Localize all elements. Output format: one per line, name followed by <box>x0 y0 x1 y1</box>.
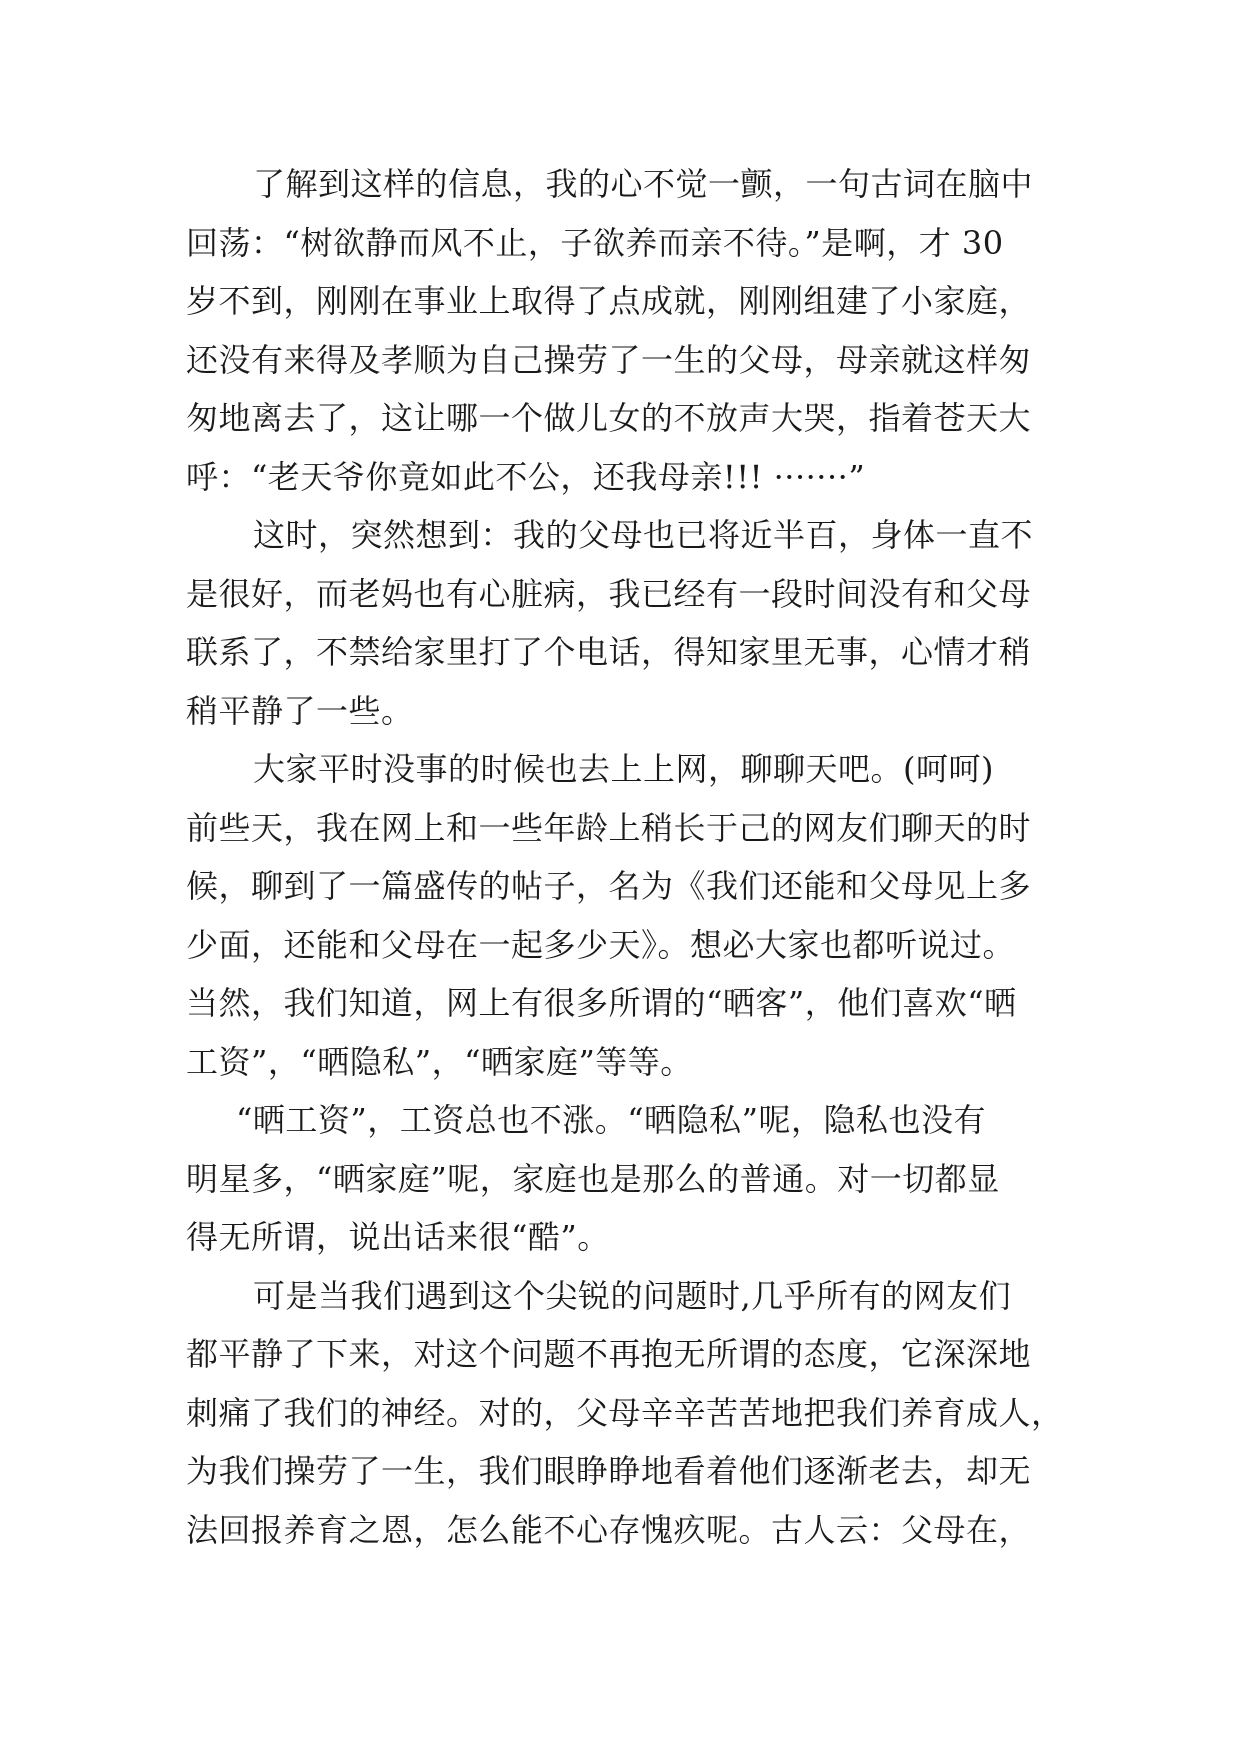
text-line: 工资”，“晒隐私”，“晒家庭”等等。 <box>186 1042 693 1081</box>
text-line: “晒工资”，工资总也不涨。“晒隐私”呢，隐私也没有 <box>236 1101 986 1139</box>
text-line: 稍平静了一些。 <box>186 691 414 730</box>
text-line: 匆地离去了，这让哪一个做儿女的不放声大哭，指着苍天大 <box>186 399 1032 437</box>
text-line: 前些天，我在网上和一些年龄上稍长于己的网友们聊天的时 <box>186 808 1032 847</box>
text-line: 可是当我们遇到这个尖锐的问题时,几乎所有的网友们 <box>253 1276 1012 1315</box>
text-line: 明星多，“晒家庭”呢，家庭也是那么的普通。对一切都显 <box>186 1159 1000 1198</box>
text-line: 了解到这样的信息，我的心不觉一颤，一句古词在脑中 <box>253 165 1034 203</box>
text-line: 还没有来得及孝顺为自己操劳了一生的父母，母亲就这样匆 <box>186 340 1032 379</box>
text-line: 刺痛了我们的神经。对的，父母辛辛苦苦地把我们养育成人， <box>186 1393 1064 1432</box>
text-line: 为我们操劳了一生，我们眼睁睁地看着他们逐渐老去，却无 <box>186 1452 1032 1490</box>
text-line: 呼：“老天爷你竟如此不公，还我母亲!!! ·······” <box>186 457 866 496</box>
text-line: 当然，我们知道，网上有很多所谓的“晒客”，他们喜欢“晒 <box>186 984 1017 1022</box>
paragraph-2 <box>186 506 1066 740</box>
text-line: 联系了，不禁给家里打了个电话，得知家里无事，心情才稍 <box>186 633 1032 671</box>
text-line: 回荡：“树欲静而风不止，子欲养而亲不待。”是啊，才 30 <box>186 223 1004 262</box>
text-line: 是很好，而老妈也有心脏病，我已经有一段时间没有和父母 <box>186 574 1032 613</box>
paragraph-1 <box>186 155 1066 506</box>
paragraph-5 <box>186 1267 1066 1560</box>
text-line: 少面，还能和父母在一起多少天》。想必大家也都听说过。 <box>186 925 1016 964</box>
text-line: 这时，突然想到：我的父母也已将近半百，身体一直不 <box>253 516 1034 554</box>
text-line: 法回报养育之恩，怎么能不心存愧疚呢。古人云：父母在， <box>186 1510 1032 1549</box>
paragraph-4 <box>186 1091 1066 1267</box>
text-line: 都平静了下来，对这个问题不再抱无所谓的态度，它深深地 <box>186 1335 1032 1373</box>
text-line: 大家平时没事的时候也去上上网，聊聊天吧。(呵呵) <box>253 750 994 788</box>
text-line: 候，聊到了一篇盛传的帖子，名为《我们还能和父母见上多 <box>186 867 1032 905</box>
text-line: 得无所谓，说出话来很“酷”。 <box>186 1218 610 1256</box>
body-text <box>186 155 1066 1559</box>
text-line: 岁不到，刚刚在事业上取得了点成就，刚刚组建了小家庭， <box>186 282 1032 320</box>
paragraph-3 <box>186 740 1066 1091</box>
